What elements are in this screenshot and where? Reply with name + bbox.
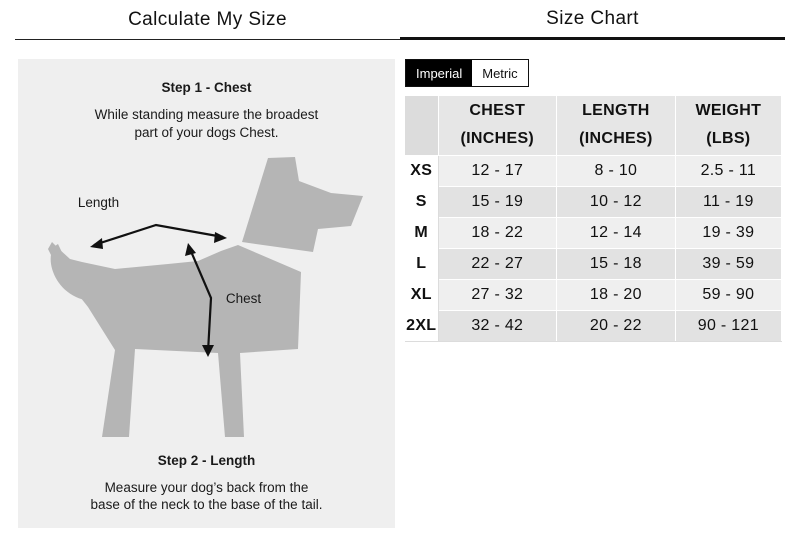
- chest-label: Chest: [225, 291, 262, 306]
- table-row: [405, 310, 782, 341]
- chest-header-line1: CHEST: [469, 102, 526, 120]
- step2-line1: Measure your dog’s back from the: [104, 480, 309, 495]
- length-header-line1: LENGTH: [582, 102, 650, 120]
- chest-value: 32 - 42: [438, 310, 557, 341]
- table-row: [405, 186, 782, 217]
- weight-header-line2: (LBS): [706, 130, 751, 148]
- size-label: XS: [405, 155, 438, 186]
- size-label: XL: [405, 279, 438, 310]
- weight-value: 39 - 59: [675, 248, 781, 279]
- length-arrowhead-right: [214, 232, 227, 243]
- step2-title: Step 2 - Length: [157, 453, 256, 468]
- weight-value: 19 - 39: [675, 217, 781, 248]
- table-row: [405, 217, 782, 248]
- chest-value: 27 - 32: [438, 279, 557, 310]
- length-value: 18 - 20: [557, 279, 676, 310]
- table-row: [405, 279, 782, 310]
- length-value: 8 - 10: [557, 155, 676, 186]
- tab-size-chart[interactable]: [400, 0, 785, 40]
- length-column-header: [557, 96, 676, 155]
- chest-value: 18 - 22: [438, 217, 557, 248]
- tab-size-chart-label: Size Chart: [546, 7, 639, 29]
- step1-line2: part of your dogs Chest.: [134, 125, 279, 140]
- length-arrow: [94, 225, 223, 245]
- weight-header-line1: WEIGHT: [695, 102, 762, 120]
- size-label: 2XL: [405, 310, 438, 341]
- step1-line1: While standing measure the broadest: [94, 107, 319, 122]
- length-header-line2: (INCHES): [579, 130, 653, 148]
- size-chart-table: [405, 96, 782, 342]
- weight-value: 90 - 121: [675, 310, 781, 341]
- metric-button[interactable]: Metric: [472, 60, 527, 86]
- tab-calculate-label: Calculate My Size: [128, 8, 287, 30]
- size-label: M: [405, 217, 438, 248]
- chest-value: 15 - 19: [438, 186, 557, 217]
- tab-calculate-my-size[interactable]: [15, 0, 400, 40]
- step2-line2: base of the neck to the base of the tail.: [90, 497, 323, 512]
- chest-value: 22 - 27: [438, 248, 557, 279]
- weight-column-header: [675, 96, 781, 155]
- step1-title: Step 1 - Chest: [161, 80, 252, 95]
- weight-value: 2.5 - 11: [675, 155, 781, 186]
- chest-arrowhead-top: [185, 243, 196, 256]
- length-value: 20 - 22: [557, 310, 676, 341]
- size-label: L: [405, 248, 438, 279]
- chest-header-line2: (INCHES): [460, 130, 535, 148]
- unit-toggle: [405, 59, 529, 87]
- length-value: 10 - 12: [557, 186, 676, 217]
- chest-value: 12 - 17: [438, 155, 557, 186]
- length-value: 12 - 14: [557, 217, 676, 248]
- measurement-guide-panel: [18, 59, 395, 528]
- length-label: Length: [77, 195, 120, 210]
- imperial-button[interactable]: Imperial: [406, 60, 472, 86]
- table-header-row: [405, 96, 782, 155]
- table-corner-cell: [405, 96, 438, 155]
- size-label: S: [405, 186, 438, 217]
- dog-body: [48, 242, 301, 437]
- table-row: [405, 155, 782, 186]
- weight-value: 11 - 19: [675, 186, 781, 217]
- length-arrowhead-left: [90, 238, 103, 249]
- length-value: 15 - 18: [557, 248, 676, 279]
- table-row: [405, 248, 782, 279]
- weight-value: 59 - 90: [675, 279, 781, 310]
- chest-column-header: [438, 96, 557, 155]
